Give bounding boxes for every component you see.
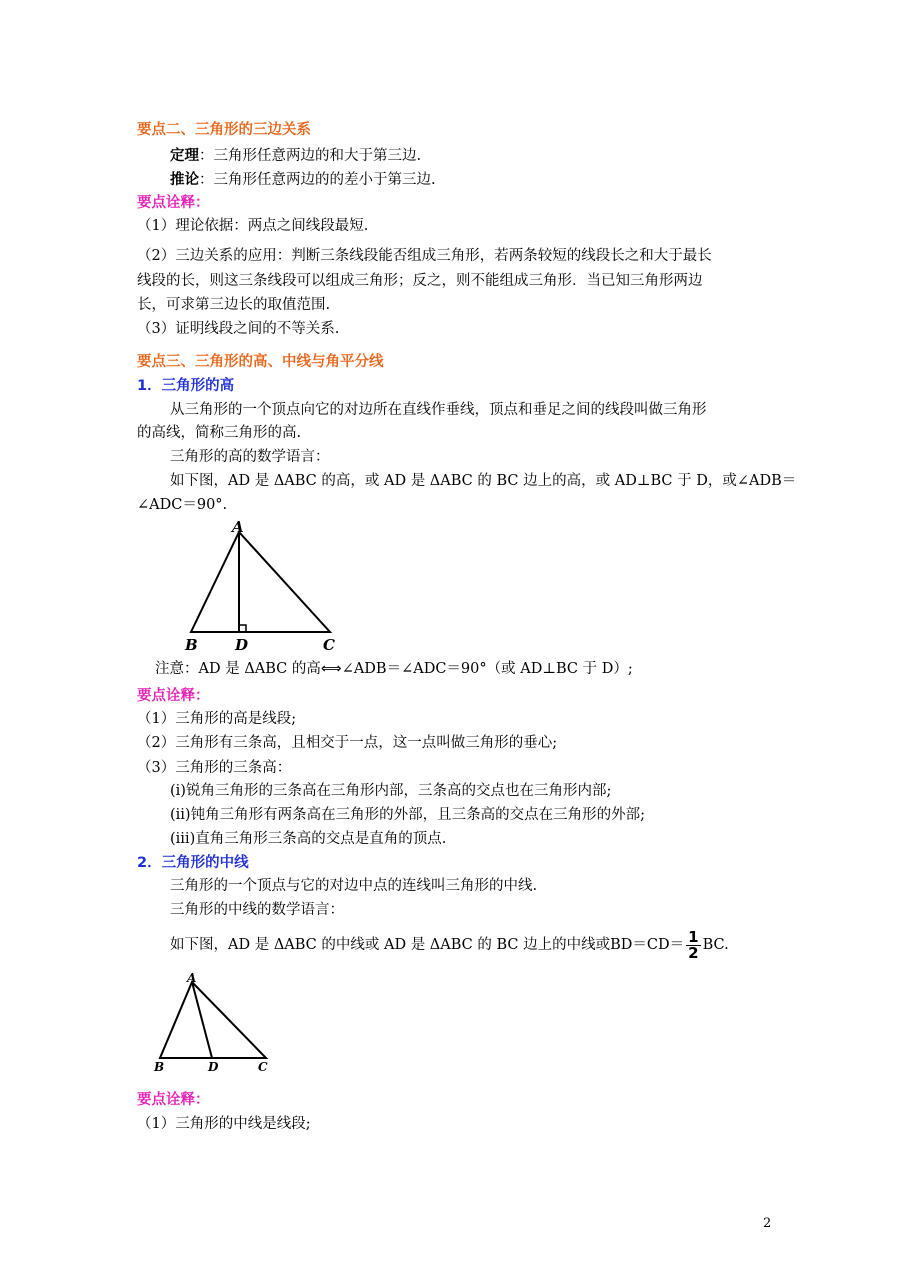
vertex-label-d: D: [235, 636, 249, 654]
section3-heading: 要点三、三角形的高、中线与角平分线: [137, 354, 384, 370]
fraction-denominator: 2: [688, 943, 699, 962]
note-line: （1）理论依据：两点之间线段最短.: [137, 218, 369, 234]
altitude-definition: 的高线，简称三角形的高.: [137, 425, 302, 441]
altitude-heading: 1．三角形的高: [137, 378, 235, 394]
triangle-abc: [160, 982, 266, 1058]
fraction-one-half: [686, 927, 700, 962]
corollary-text: ：三角形任意两边的的差小于第三边.: [199, 172, 436, 188]
theorem-line: [170, 146, 421, 166]
sub-note-line: (ⅱ)钝角三角形有两条高在三角形的外部，且三条高的交点在三角形的外部;: [170, 807, 645, 823]
equivalence-arrow-icon: ⟺: [320, 661, 342, 677]
median-example: [170, 928, 729, 962]
altitude-example: 如下图，AD 是 ΔABC 的高，或 AD 是 ΔABC 的 BC 边上的高，或 AD⊥BC 于 D，或∠ADB＝: [170, 473, 797, 489]
note-heading-1: 要点诠释：: [137, 195, 210, 211]
note-line: （3）证明线段之间的不等关系.: [137, 321, 340, 337]
altitude-definition: 从三角形的一个顶点向它的对边所在直线作垂线，顶点和垂足之间的线段叫做三角形: [170, 402, 707, 418]
note-line: （3）三角形的三条高：: [137, 760, 292, 776]
note-line: （1）三角形的中线是线段;: [137, 1116, 311, 1132]
vertex-label-a: A: [187, 971, 197, 985]
note-heading-3: 要点诠释：: [137, 1092, 210, 1108]
median-definition: 三角形的一个顶点与它的对边中点的连线叫三角形的中线.: [170, 878, 538, 894]
triangle-abc: [191, 532, 330, 632]
theorem-text: ：三角形任意两边的和大于第三边.: [199, 148, 422, 164]
fraction-numerator: 1: [688, 927, 699, 946]
altitude-math-language: 三角形的高的数学语言：: [170, 449, 330, 465]
note-line: 线段的长，则这三条线段可以组成三角形；反之，则不能组成三角形．当已知三角形两边: [137, 273, 703, 289]
vertex-label-a: A: [232, 518, 244, 536]
section2-heading: 要点二、三角形的三边关系: [137, 122, 311, 138]
vertex-label-c: C: [258, 1060, 268, 1074]
right-angle-mark: [239, 625, 246, 632]
median-heading: 2．三角形的中线: [137, 855, 249, 871]
page-number: 2: [763, 1216, 772, 1231]
vertex-label-d: D: [208, 1060, 219, 1074]
median-example-text: 如下图，AD 是 ΔABC 的中线或 AD 是 ΔABC 的 BC 边上的中线或BD＝CD＝: [170, 937, 685, 953]
note-heading-2: 要点诠释：: [137, 688, 210, 704]
median-example-tail: BC.: [702, 937, 729, 953]
sub-note-line: (ⅲ)直角三角形三条高的交点是直角的顶点.: [170, 831, 447, 847]
altitude-notice: [155, 659, 633, 679]
median-math-language: 三角形的中线的数学语言：: [170, 902, 344, 918]
vertex-label-c: C: [323, 636, 335, 654]
corollary-label: 推论: [170, 172, 199, 188]
sub-note-line: (ⅰ)锐角三角形的三条高在三角形内部，三条高的交点也在三角形内部;: [170, 783, 612, 799]
vertex-label-b: B: [154, 1060, 165, 1074]
notice-part-a: 注意：AD 是 ΔABC 的高: [155, 661, 321, 677]
note-line: 长，可求第三边长的取值范围.: [137, 297, 331, 313]
vertex-label-b: B: [185, 636, 198, 654]
note-line: （2）三边关系的应用：判断三条线段能否组成三角形，若两条较短的线段长之和大于最长: [137, 248, 712, 264]
altitude-example: ∠ADC＝90°.: [137, 497, 228, 513]
notice-part-b: ∠ADB＝∠ADC＝90°（或 AD⊥BC 于 D）;: [341, 661, 633, 677]
altitude-triangle-figure: [180, 516, 350, 654]
note-line: （2）三角形有三条高，且相交于一点，这一点叫做三角形的垂心;: [137, 735, 558, 751]
theorem-label: 定理: [170, 148, 199, 164]
note-line: （1）三角形的高是线段;: [137, 711, 297, 727]
median-triangle-figure: [148, 970, 278, 1078]
corollary-line: [170, 170, 436, 190]
